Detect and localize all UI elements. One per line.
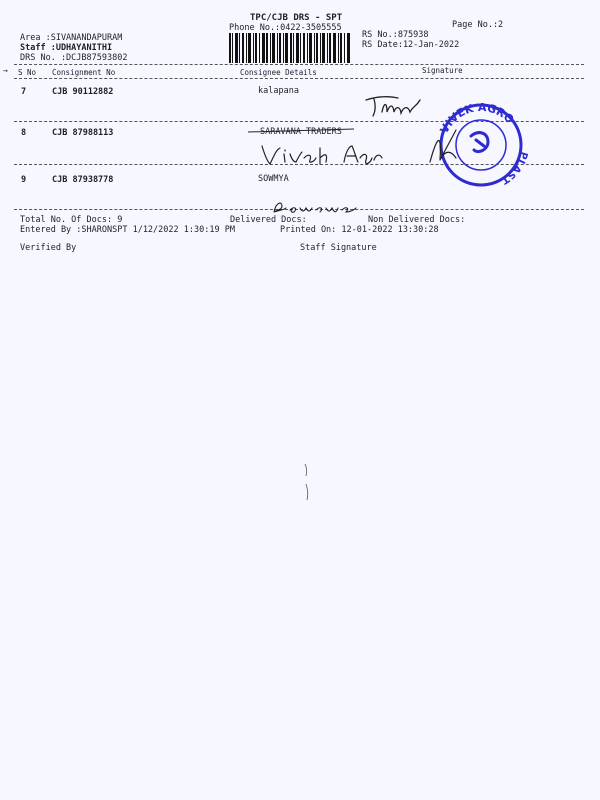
row-consignee: SOWMYA — [258, 174, 289, 184]
signature-row8-strike — [246, 124, 356, 138]
total-docs: Total No. Of Docs: 9 — [20, 215, 123, 225]
row-consignee: kalapana — [258, 86, 299, 96]
phone-number: Phone No.:0422-3505555 — [229, 23, 342, 33]
page-number: Page No.:2 — [452, 20, 504, 30]
header-divider-bottom — [14, 78, 584, 79]
signature-row7 — [360, 92, 430, 120]
row-consignment: CJB 87938778 — [52, 175, 114, 185]
row-consignment: CJB 90112882 — [52, 87, 114, 97]
row-consignee: SARAVANA TRADERS — [260, 127, 342, 137]
barcode — [229, 33, 351, 63]
non-delivered-docs: Non Delivered Docs: — [368, 215, 466, 225]
row-consignment: CJB 87988113 — [52, 128, 114, 138]
col-consignee: Consignee Details — [240, 68, 317, 77]
signature-row9 — [270, 198, 360, 216]
printed-on: Printed On: 12-01-2022 13:30:28 — [280, 225, 439, 235]
company-stamp — [426, 100, 536, 190]
margin-arrow-icon: → — [3, 66, 8, 75]
col-signature: Signature — [422, 66, 463, 75]
row-sno: 8 — [21, 128, 27, 138]
svg-text:PLAST: PLAST — [499, 150, 530, 186]
col-sno: S No — [18, 68, 37, 77]
svg-text:VIVEK AGRO: VIVEK AGRO — [437, 100, 517, 136]
verified-by: Verified By — [20, 243, 77, 253]
staff-signature-label: Staff Signature — [300, 243, 377, 253]
signature-row8 — [256, 140, 386, 170]
document-title: TPC/CJB DRS - SPT — [250, 13, 343, 23]
col-consignment: Consignment No — [52, 68, 116, 77]
stray-mark — [303, 462, 311, 502]
header-divider — [14, 64, 584, 65]
rs-number: RS No.:875938 — [362, 30, 429, 40]
drs-number: DRS No. :DCJB87593802 — [20, 53, 128, 63]
delivered-docs: Delivered Docs: — [230, 215, 307, 225]
entered-by: Entered By :SHARONSPT 1/12/2022 1:30:19 PM — [20, 225, 235, 235]
rs-date: RS Date:12-Jan-2022 — [362, 40, 460, 50]
staff-label: Staff :UDHAYANITHI — [20, 43, 113, 53]
row-sno: 9 — [21, 175, 27, 185]
area-label: Area :SIVANANDAPURAM — [20, 33, 123, 43]
row-sno: 7 — [21, 87, 27, 97]
